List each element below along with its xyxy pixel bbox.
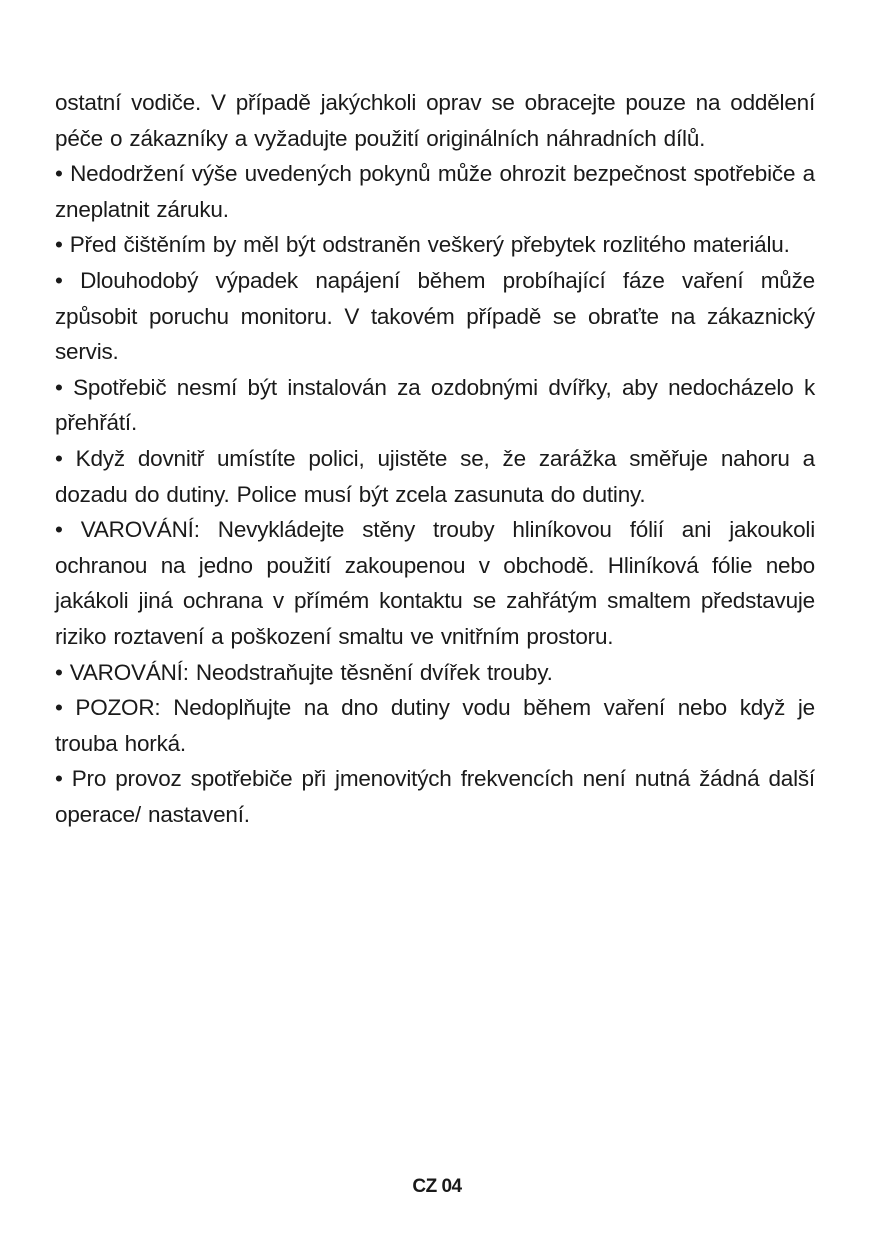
bullet-warning-door-seal: • VAROVÁNÍ: Neodstraňujte těsnění dvířek trouby.: [55, 659, 553, 685]
bullet-power-outage: • Dlouhodobý výpadek napájení během probíhající fáze vaření může způsobit poruchu monitoru. V takovém případě se obraťte na zákaznický servis.: [55, 267, 815, 365]
instructions-text: [55, 85, 815, 832]
bullet-caution-water: • POZOR: Nedoplňujte na dno dutiny vodu během vaření nebo když je trouba horká.: [55, 695, 815, 756]
bullet-cleaning: • Před čištěním by měl být odstraněn veškerý přebytek rozlitého materiálu.: [55, 232, 790, 258]
page-number: CZ 04: [412, 1176, 462, 1197]
bullet-decorative-door: • Spotřebič nesmí být instalován za ozdobnými dvířky, aby nedocházelo k přehřátí.: [55, 374, 815, 436]
paragraph-continuation: ostatní vodiče. V případě jakýchkoli oprav se obracejte pouze na oddělení péče o zákazníky a vyžadujte použití originálních náhradních dílů.: [55, 90, 815, 151]
bullet-warning-foil: • VAROVÁNÍ: Nevykládejte stěny trouby hliníkovou fólií ani jakoukoli ochranou na jedno použití zakoupenou v obchodě. Hliníková fólie nebo jakákoli jiná ochrana v přímém kontaktu se zahřátým smaltem představuje riziko roztavení a poškození smaltu ve vnitřním prostoru.: [55, 517, 815, 649]
bullet-warranty: • Nedodržení výše uvedených pokynů může ohrozit bezpečnost spotřebiče a zneplatnit záruku.: [55, 161, 815, 222]
bullet-shelf: • Když dovnitř umístíte polici, ujistěte se, že zarážka směřuje nahoru a dozadu do dutiny. Police musí být zcela zasunuta do dutiny.: [55, 445, 815, 507]
bullet-rated-frequencies: • Pro provoz spotřebiče při jmenovitých frekvencích není nutná žádná další operace/ nastavení.: [55, 766, 815, 827]
